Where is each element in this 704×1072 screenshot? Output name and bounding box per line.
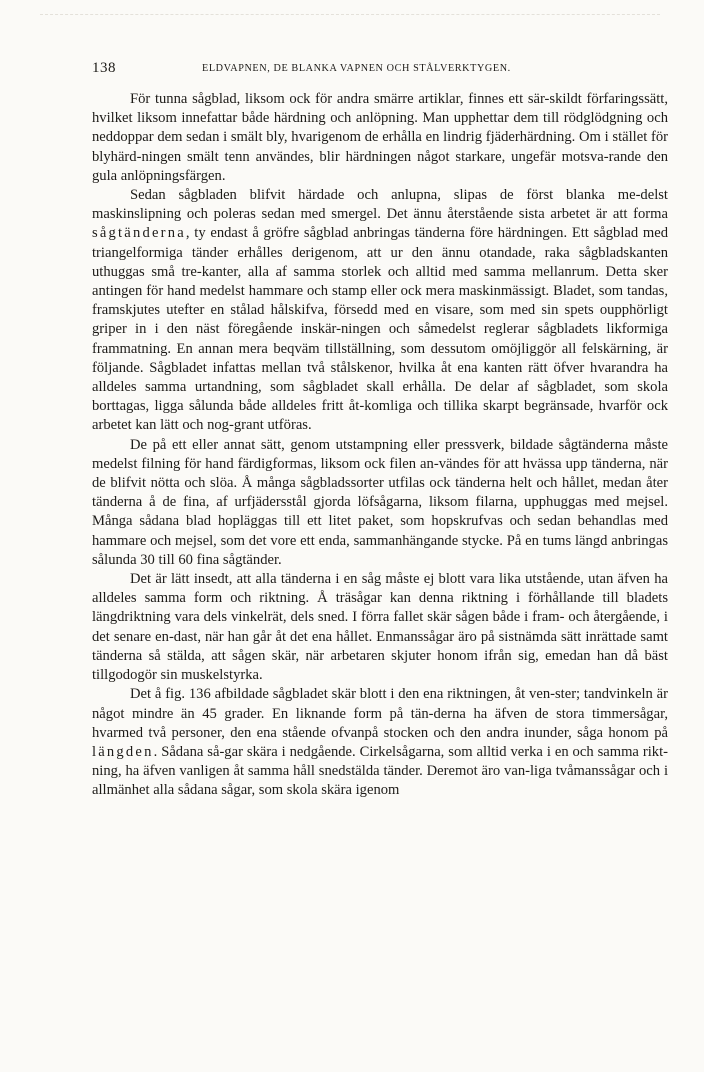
paragraph-2: [92, 186, 668, 436]
book-page: [92, 60, 668, 801]
paragraph-3: De på ett eller annat sätt, genom utstampning eller pressverk, bildade sågtänderna måste medelst filning för hand färdigformas, liksom ock filen an-vändes för att hvässa upp tänderna, när de blifvit nötta och slöa. Å många sågbladssorter utfilas ock tänderna helt och hållet, medan åter tänderna å de fina, af urfjädersstål gjorda löfsågarna, liksom filarna, upphuggas med mejsel. Många sådana blad hopläggas till ett litet paket, som hopskrufvas och sedan behandlas med hammare och mejsel, som det vore ett enda, sammanhängande stycke. På en tums längd anbringas sålunda 30 till 60 fina sågtänder.: [92, 436, 668, 568]
running-header: [92, 60, 668, 82]
emphasis-langden: längden: [92, 743, 154, 760]
paragraph-5: [92, 685, 668, 800]
page-number: 138: [92, 60, 116, 76]
paragraph-4: Det är lätt insedt, att alla tänderna i en såg måste ej blott vara lika utstående, utan äfven ha alldeles samma form och riktning. Å träsågar kan denna riktning i förhållande till bladets längdriktning vara dels vinkelrät, dels sned. I förra fallet skär sågen både i fram- och återgående, i det senare en-dast, när han går åt det ena hållet. Enmanssågar äro på sistnämda sätt inrättade samt tänderna så stälda, att sågen skär, när arbetaren skjuter honom ifrån sig, emedan han då bäst tillgodogör sin muskelstyrka.: [92, 571, 668, 684]
running-title: ELDVAPNEN, DE BLANKA VAPNEN OCH STÅLVERKTYGEN.: [202, 63, 511, 74]
scan-edge-mark: [40, 14, 660, 16]
paragraph-2-text-a: Sedan sågbladen blifvit härdade och anlupna, slipas de först blanka me-delst maskinslipning och poleras sedan med smergel. Det ännu återstående sista arbetet är att forma: [92, 187, 668, 223]
paragraph-2-text-b: , ty endast å gröfre sågblad anbringas tänderna före härdningen. Ett sågblad med triangelformiga tänder erhålles derigenom, att ur den ännu otandade, raka sågbladskanten uthuggas små tre-kanter, alla af samma storlek och alltid med samma mellanrum. Detta sker antingen för hand medelst hammare och stamp eller ock mera maskinmässigt. Bladet, som tandas, framskjutes utefter en stålad hålskifva, försedd med en visare, som med sin spets oupphörligt griper in i den näst föregående inskär-ningen och såmedelst reglerar sågbladets likformiga frammatning. En annan mera beqväm tillställning, som dessutom omöjliggör all felskärning, är följande. Sågbladet infattas mellan två stålskenor, hvilka åt ena kanten rätt öfver hvarandra ha alldeles samma urtandning, som sågbladet skall erhålla. De delar af sågbladet, som skola borttagas, ligga sålunda både alldeles fritt åt-komliga och tillika skarpt begränsade, hvarför ock arbetet kan lätt och nog-grant utföras.: [92, 225, 668, 434]
paragraph-5-text-a: Det å fig. 136 afbildade sågbladet skär blott i den ena riktningen, åt ven-ster; tandvinkeln är något mindre än 45 grader. En liknande form på tän-derna ha äfven de stora timmersågar, hvarmed två personer, den ena stående ofvanpå stocken och den andra inunder, såga honom på: [92, 686, 668, 741]
emphasis-sagtanderna: sågtänderna: [92, 225, 186, 242]
paragraph-1: För tunna sågblad, liksom ock för andra smärre artiklar, finnes ett sär-skildt förfaringssätt, hvilket liksom innefattar både härdning och anlöpning. Man upphettar dem till rödglödgning och neddoppar dem sedan i smält bly, hvarigenom de erhålla en lindrig fjäderhärdning. Om i stället för blyhärd-ningen smält tenn användes, blir härdningen något starkare, ungefär motsva-rande den gula anlöpningsfärgen.: [92, 91, 668, 184]
paragraph-5-text-b: . Sådana så-gar skära i nedgående. Cirkelsågarna, som alltid verka i en och samma rikt-ning, ha äfven vanligen åt samma håll snedstälda tänder. Deremot äro van-liga tvåmanssågar och i allmänhet alla sådana sågar, som skola skära igenom: [92, 743, 668, 799]
